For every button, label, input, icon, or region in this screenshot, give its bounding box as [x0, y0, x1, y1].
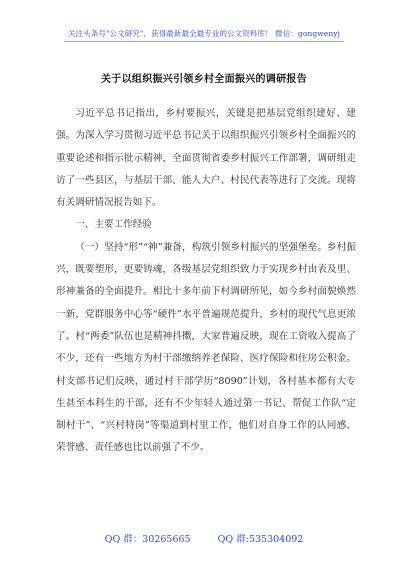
- footer-qq-group-2: QQ 群:535304092: [217, 534, 304, 545]
- section-heading: 一、主要工作经验: [75, 219, 152, 231]
- intro-paragraph: 习近平总书记指出，乡村要振兴，关键是把基层党组织建好、建强。为深入学习贯彻习近平总书记关于以组织振兴引领乡村全面振兴的重要论述和指示批示精神，全面贯彻省委乡村振兴工作部署，调研组走访了一些县区，与基层干部、能人大户、村民代表等进行了交流。现将有关调研情况报告如下。: [56, 108, 356, 209]
- header-note: 关注头条号"公文研究"，获得最新最全最专业的公文资料库！ 微信：gongwenyj: [67, 29, 341, 38]
- body-paragraph: （一）坚持“形”“神”兼备，构筑引领乡村振兴的坚强堡垒。乡村振兴，既要塑形，更要铸魂，各级基层党组织致力于实现乡村由表及里、形神兼备的全面提升。相比十多年前下村调研所见，如今乡村面貌焕然一新，党群服务中心等“硬件”水平普遍规范提升，乡村的现代气息更浓了。村“两委”队伍也是精神抖擞，大家普遍反映，现在工资收入提高了不少，还有一些地方为村干部缴纳养老保险、医疗保险和住房公积金。村支部书记们反映，通过村干部学历“8090”计划，各村基本都有大专生甚至本科生的干部，还有不少年轻人通过第一书记、帮促工作队“定制村干”、“兴村特岗”等渠道到村里工作，他们对自身工作的认同感、荣誉感、责任感也比以前强了不少。: [56, 241, 356, 454]
- document-title: 关于以组织振兴引领乡村全面振兴的调研报告: [101, 74, 307, 85]
- footer: [0, 531, 408, 545]
- header-divider: [64, 41, 344, 42]
- footer-qq-group-1: QQ 群：30265665: [104, 534, 191, 545]
- document-body: [56, 103, 356, 460]
